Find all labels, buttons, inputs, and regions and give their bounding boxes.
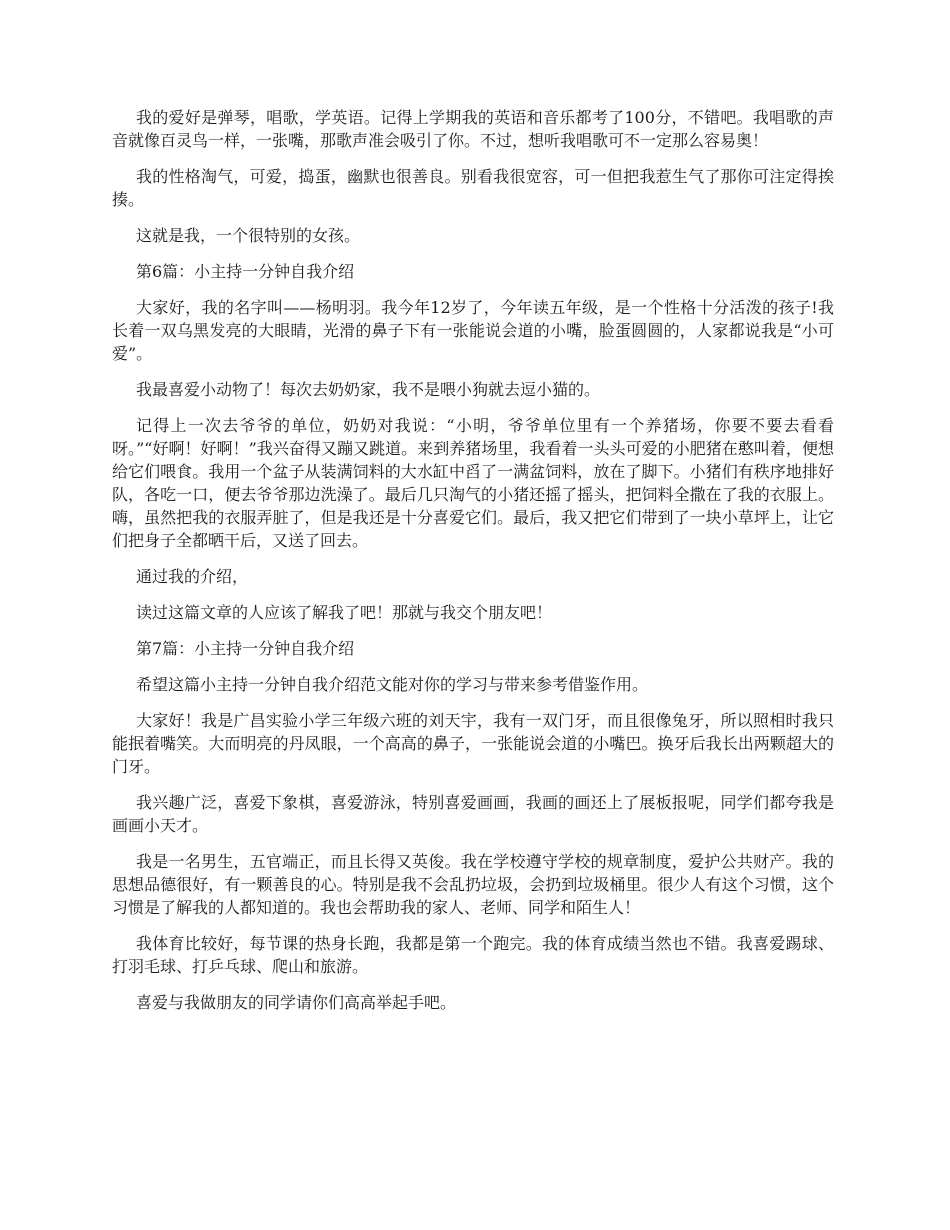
document-page [112, 106, 834, 1027]
paragraph-be-friends: 读过这篇文章的人应该了解我了吧！那就与我交个朋友吧！ [136, 603, 553, 622]
paragraph-sports: 我体育比较好，每节课的热身长跑，我都是第一个跑完。我的体育成绩当然也不错。我喜爱踢球、打羽毛球、打乒乓球、爬山和旅游。 [112, 934, 834, 976]
paragraph-character: 我是一名男生，五官端正，而且长得又英俊。我在学校遵守学校的规章制度，爱护公共财产。我的思想品德很好，有一颗善良的心。特别是我不会乱扔垃圾，会扔到垃圾桶里。很少人有这个习惯，这个习惯是了解我的人都知道的。我也会帮助我的家人、老师、同学和陌生人！ [112, 852, 834, 917]
paragraph-pig-farm: 记得上一次去爷爷的单位，奶奶对我说：“小明，爷爷单位里有一个养猪场，你要不要去看看呀。”“好啊！好啊！”我兴奋得又蹦又跳道。来到养猪场里，我看着一头头可爱的小肥猪在憨叫着，便想给它们喂食。我用一个盆子从装满饲料的大水缸中舀了一满盆饲料，放在了脚下。小猪们有秩序地排好队，各吃一口，便去爷爷那边洗澡了。最后几只淘气的小猪还摇了摇头，把饲料全撒在了我的衣服上。嗨，虽然把我的衣服弄脏了，但是我还是十分喜爱它们。最后，我又把它们带到了一块小草坪上，让它们把身子全都晒干后，又送了回去。 [112, 416, 834, 550]
paragraph-personality: 我的性格淘气，可爱，捣蛋，幽默也很善良。别看我很宽容，可一但把我惹生气了那你可注定得挨揍。 [112, 167, 834, 209]
section-heading-7: 第7篇：小主持一分钟自我介绍 [136, 639, 355, 658]
paragraph-raise-hands: 喜爱与我做朋友的同学请你们高高举起手吧。 [136, 993, 457, 1012]
paragraph-interests: 我兴趣广泛，喜爱下象棋，喜爱游泳，特别喜爱画画，我画的画还上了展板报呢，同学们都夸我是画画小天才。 [112, 793, 834, 835]
paragraph-through-intro: 通过我的介绍， [136, 567, 249, 586]
paragraph-hobbies: 我的爱好是弹琴，唱歌，学英语。记得上学期我的英语和音乐都考了100分，不错吧。我唱歌的声音就像百灵鸟一样，一张嘴，那歌声准会吸引了你。不过，想听我唱歌可不一定那么容易奥！ [112, 108, 834, 150]
paragraph-intro-yang: 大家好，我的名字叫——杨明羽。我今年12岁了，今年读五年级，是一个性格十分活泼的孩子!我长着一双乌黑发亮的大眼睛，光滑的鼻子下有一张能说会道的小嘴，脸蛋圆圆的，人家都说我是“小可爱”。 [112, 298, 834, 363]
paragraph-hope: 希望这篇小主持一分钟自我介绍范文能对你的学习与带来参考借鉴作用。 [136, 675, 649, 694]
section-heading-6: 第6篇：小主持一分钟自我介绍 [136, 262, 355, 281]
paragraph-intro-liu: 大家好！我是广昌实验小学三年级六班的刘天宇，我有一双门牙，而且很像兔牙，所以照相时我只能抿着嘴笑。大而明亮的丹凤眼，一个高高的鼻子，一张能说会道的小嘴巴。换牙后我长出两颗超大的门牙。 [112, 711, 834, 776]
paragraph-closing-girl: 这就是我，一个很特别的女孩。 [136, 226, 361, 245]
paragraph-animals: 我最喜爱小动物了！每次去奶奶家，我不是喂小狗就去逗小猫的。 [136, 380, 601, 399]
